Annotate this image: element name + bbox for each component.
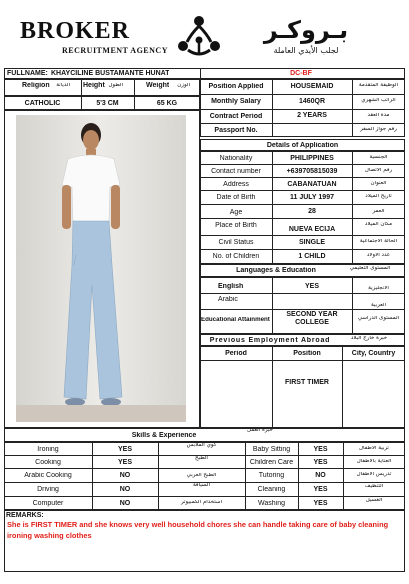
position-applied-value: HOUSEMAID bbox=[290, 83, 334, 90]
address-value: CABANATUAN bbox=[287, 181, 337, 188]
religion-ar: الديانة bbox=[56, 83, 70, 88]
contact-ar: رقم الاتصال bbox=[364, 168, 393, 173]
monthly-salary-ar: الراتب الشهري bbox=[361, 98, 396, 103]
passport-label: Passport No. bbox=[214, 127, 258, 134]
education-ar: المستوى الدراسي bbox=[357, 316, 400, 321]
skill-ironing-label: Ironing bbox=[37, 446, 59, 453]
skill-tutoring-value: NO bbox=[315, 472, 326, 479]
skill-arabic-cooking-value: NO bbox=[119, 472, 131, 479]
dob-ar: تاريخ الميلاد bbox=[365, 194, 392, 199]
pob-value: NUEVA ECIJA bbox=[288, 226, 336, 233]
skill-cleaning-ar: التنظيف bbox=[364, 484, 384, 489]
skill-ironing-value: YES bbox=[117, 446, 132, 453]
city-country-header: City, Country bbox=[351, 350, 396, 357]
english-ar: الانجليزية bbox=[368, 286, 389, 291]
skill-driving-ar: السياقة bbox=[192, 483, 211, 488]
english-label: English bbox=[218, 283, 244, 290]
pob-label: Place of Birth bbox=[215, 222, 257, 229]
skill-computer-label: Computer bbox=[32, 500, 64, 507]
civil-status-label: Civil Status bbox=[218, 239, 254, 246]
weight-label: Weight bbox=[146, 82, 170, 89]
skill-babysitting-value: YES bbox=[313, 446, 328, 453]
dob-label: Date of Birth bbox=[216, 194, 256, 201]
brand-ar-sub: لجلب الأيدي العاملة bbox=[273, 46, 339, 55]
skill-washing-ar: الغسيل bbox=[365, 498, 383, 503]
children-label: No. of Children bbox=[212, 253, 260, 260]
passport-ar: رقم جواز السفر bbox=[360, 127, 397, 132]
skill-arabic-cooking-ar: الطبخ العربي bbox=[186, 473, 217, 478]
contract-period-ar: مدة العقد bbox=[367, 113, 390, 118]
logo-emblem-icon bbox=[176, 14, 222, 62]
contact-value: +639705815039 bbox=[286, 168, 338, 175]
contact-label: Contact number bbox=[211, 168, 261, 175]
education-value: SECOND YEAR COLLEGE bbox=[286, 311, 338, 326]
skill-childcare-ar: العناية بالأطفال bbox=[356, 459, 392, 464]
skill-arabic-cooking-label: Arabic Cooking bbox=[24, 472, 72, 479]
employment-title-ar: خبرة خارج البلاد bbox=[350, 336, 388, 341]
height-label: Height bbox=[83, 82, 105, 89]
skill-tutoring-label: Tutoring bbox=[258, 472, 285, 479]
monthly-salary-label: Monthly Salary bbox=[211, 98, 261, 105]
skill-cooking-ar: الطبخ bbox=[195, 456, 208, 461]
english-value: YES bbox=[304, 283, 319, 290]
skill-cleaning-value: YES bbox=[313, 486, 328, 493]
skills-title: Skills & Experience bbox=[131, 432, 197, 439]
skill-childcare-value: YES bbox=[313, 459, 328, 466]
brand-ar: بـروكـر bbox=[263, 16, 349, 44]
skill-cleaning-label: Cleaning bbox=[257, 486, 286, 493]
employment-value: FIRST TIMER bbox=[285, 379, 329, 386]
skill-babysitting-label: Baby Sitting bbox=[252, 446, 291, 453]
dob-value: 11 JULY 1997 bbox=[290, 194, 334, 201]
employment-title: Previous Employment Abroad bbox=[209, 337, 331, 344]
skill-washing-label: Washing bbox=[258, 500, 285, 507]
remarks-label: REMARKS: bbox=[6, 512, 44, 519]
height-value: 5'3 CM bbox=[96, 100, 119, 107]
contract-period-label: Contract Period bbox=[209, 113, 263, 120]
position-header: Position bbox=[293, 350, 321, 357]
nationality-label: Nationality bbox=[219, 155, 253, 162]
languages-title-ar: المستوى التعليمي bbox=[349, 266, 391, 271]
religion-value: CATHOLIC bbox=[24, 100, 61, 107]
skill-computer-ar: استخدام الكمبيوتر bbox=[180, 500, 223, 505]
skill-childcare-label: Children Care bbox=[249, 459, 294, 466]
applicant-photo bbox=[16, 115, 186, 422]
skill-driving-label: Driving bbox=[37, 486, 59, 493]
education-label: Educational Attainment bbox=[201, 317, 270, 323]
period-header: Period bbox=[225, 350, 247, 357]
skill-driving-value: NO bbox=[119, 486, 131, 493]
religion-label: Religion bbox=[22, 82, 50, 89]
languages-title: Languages & Education bbox=[236, 267, 316, 274]
skill-babysitting-ar: تربية الأطفال bbox=[359, 446, 389, 451]
age-ar: العمر bbox=[372, 209, 385, 214]
skill-ironing-ar: كوي الملابس bbox=[186, 443, 217, 448]
nationality-value: PHILIPPINES bbox=[290, 155, 334, 162]
skill-tutoring-ar: تدريس الأطفال bbox=[356, 472, 392, 477]
position-applied-label: Position Applied bbox=[208, 83, 264, 90]
age-label: Age bbox=[229, 209, 243, 216]
address-label: Address bbox=[223, 181, 249, 188]
details-title: Details of Application bbox=[266, 142, 339, 149]
age-value: 28 bbox=[308, 208, 316, 215]
weight-ar: الوزن bbox=[177, 83, 190, 88]
fullname-label: FULLNAME: bbox=[7, 70, 48, 77]
contract-period-value: 2 YEARS bbox=[297, 112, 327, 119]
weight-value: 65 KG bbox=[156, 100, 178, 107]
monthly-salary-value: 1460QR bbox=[298, 98, 326, 105]
height-ar: الطول bbox=[108, 83, 123, 88]
skill-cooking-value: YES bbox=[117, 459, 132, 466]
address-ar: العنوان bbox=[370, 181, 387, 186]
arabic-label: Arabic bbox=[218, 296, 238, 303]
fullname-value: KHAYCILINE BUSTAMANTE HUNAT bbox=[51, 70, 170, 77]
brand-en: BROKER bbox=[20, 18, 131, 44]
skills-title-ar: خبرة العمل bbox=[247, 428, 273, 433]
nationality-ar: الجنسية bbox=[369, 155, 388, 160]
pob-ar: مكان الميلاد bbox=[364, 222, 393, 227]
skill-cooking-label: Cooking bbox=[35, 459, 61, 466]
arabic-ar: العربية bbox=[370, 303, 387, 308]
brand-en-sub: RECRUITMENT AGENCY bbox=[62, 46, 168, 55]
reference-code: DC-BF bbox=[290, 70, 312, 77]
children-ar: عدد الأولاد bbox=[366, 253, 391, 258]
civil-status-value: SINGLE bbox=[298, 239, 326, 246]
children-value: 1 CHILD bbox=[298, 253, 326, 260]
skill-washing-value: YES bbox=[313, 500, 328, 507]
position-applied-ar: الوظيفة المتقدمة bbox=[358, 83, 399, 88]
skill-computer-value: NO bbox=[119, 500, 131, 507]
remarks-text: She is FIRST TIMER and she knows very well household chores she can handle taking care of baby cleaning ironing washing clothes bbox=[7, 520, 389, 540]
civil-status-ar: الحالة الاجتماعية bbox=[359, 239, 398, 244]
